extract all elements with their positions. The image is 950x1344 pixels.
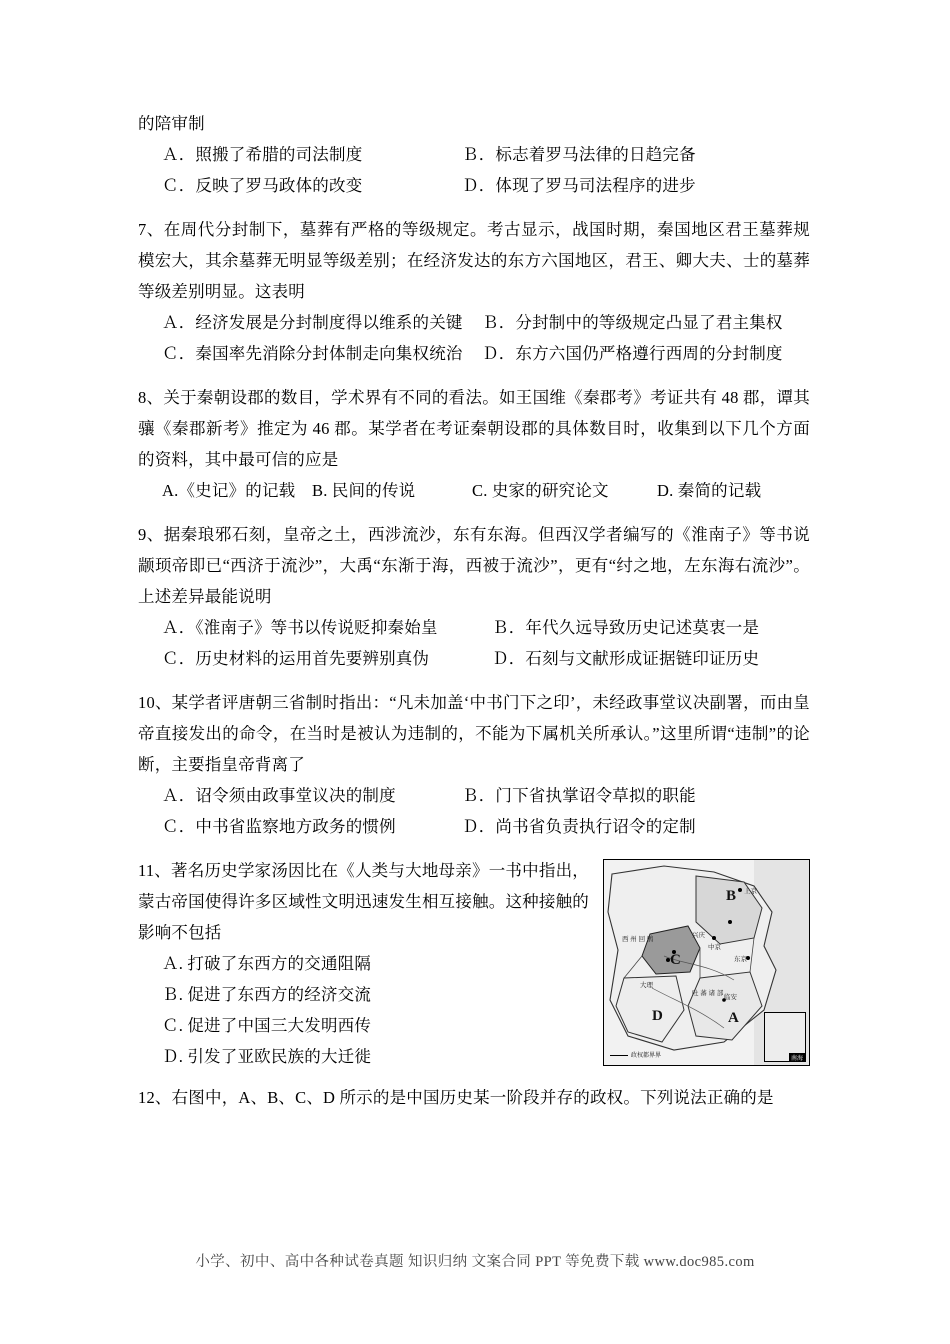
option-b[interactable]: Ｂ．门下省执掌诏令草拟的职能	[462, 786, 696, 805]
page-footer: 小学、初中、高中各种试卷真题 知识归纳 文案合同 PPT 等免费下载 www.doc985.com	[195, 1254, 755, 1270]
option-d[interactable]: Ｄ．东方六国仍严格遵行西周的分封制度	[482, 344, 783, 363]
options-group	[138, 612, 810, 674]
option-d[interactable]: Ｄ. 引发了亚欧民族的大迁徙	[162, 1047, 372, 1066]
option-d[interactable]: D. 秦简的记载	[657, 481, 762, 500]
option-row	[162, 307, 810, 338]
map-legend	[610, 1052, 661, 1060]
option-c[interactable]: Ｃ. 促进了中国三大发明西传	[162, 1016, 372, 1035]
option-a[interactable]: Ａ．照搬了希腊的司法制度	[162, 145, 363, 164]
question-stem: 10、某学者评唐朝三省制时指出：“凡未加盖‘中书门下之印’，未经政事堂议决副署，而由皇帝直接发出的命令，在当时是被认为违制的，不能为下属机关所承认。”这里所谓“违制”的论断，主要指皇帝背离了	[138, 693, 810, 774]
question-block-8	[138, 382, 810, 506]
question-stem: 7、在周代分封制下，墓葬有严格的等级规定。考古显示，战国时期，秦国地区君王墓葬规模宏大，其余墓葬无明显等级差别；在经济发达的东方六国地区，君王、卿大夫、士的墓葬等级差别明显。这表明	[138, 220, 810, 301]
option-row	[162, 612, 810, 643]
question-block-9	[138, 519, 810, 674]
options-group	[138, 475, 810, 506]
question-stem: 9、据秦琅邪石刻，皇帝之土，西涉流沙，东有东海。但西汉学者编写的《淮南子》等书说颛顼帝即已“西济于流沙”，大禹“东渐于海，西被于流沙”，更有“纣之地，左东海右流沙”。上述差异最能说明	[138, 525, 810, 606]
map-place-label-dali: 大理	[640, 982, 653, 989]
map-place-label-tubo: 吐 蕃 诸 部	[692, 990, 724, 997]
question-stem-12: 12、右图中，A、B、C、D 所示的是中国历史某一阶段并存的政权。下列说法正确的是	[138, 1088, 774, 1107]
continued-stem: 的陪审制	[138, 114, 205, 133]
option-c[interactable]: C. 史家的研究论文	[472, 481, 609, 500]
option-d[interactable]: Ｄ．石刻与文献形成证据链印证历史	[492, 649, 760, 668]
map-place-label-xizhou-huihu: 西 州 回 鹘	[622, 936, 654, 943]
question-block-10	[138, 687, 810, 842]
map-legend-text: 政权都界界	[631, 1053, 662, 1059]
option-c[interactable]: Ｃ．历史材料的运用首先要辨别真伪	[162, 649, 430, 668]
question-stem: 11、著名历史学家汤因比在《人类与大地母亲》一书中指出，蒙古帝国使得许多区域性文明迅速发生相互接触。这种接触的影响不包括	[138, 861, 589, 942]
option-d[interactable]: Ｄ．体现了罗马司法程序的进步	[462, 176, 696, 195]
option-c[interactable]: Ｃ．中书省监察地方政务的惯例	[162, 817, 396, 836]
map-region-label-a: A	[728, 1010, 739, 1026]
option-row	[162, 139, 810, 170]
option-c[interactable]: Ｃ．反映了罗马政体的改变	[162, 176, 363, 195]
option-b[interactable]: B. 民间的传说	[312, 481, 416, 500]
document-body	[138, 108, 810, 1126]
legend-line-icon	[610, 1055, 628, 1056]
question-block-11	[138, 855, 810, 1113]
map-region-label-c: C	[670, 952, 681, 968]
option-d[interactable]: Ｄ．尚书省负责执行诏令的定制	[462, 817, 696, 836]
question-stem: 8、关于秦朝设郡的数目，学术界有不同的看法。如王国维《秦郡考》考证共有 48 郡，谭其骧《秦郡新考》推定为 46 郡。某学者在考证秦朝设郡的具体数目时，收集到以下几个方面的资料，其中最可信的应是	[138, 388, 810, 469]
option-b[interactable]: Ｂ．年代久远导致历史记述莫衷一是	[492, 618, 760, 637]
option-row	[162, 643, 810, 674]
option-a[interactable]: A.《史记》的记载	[162, 481, 296, 500]
map-region-label-d: D	[652, 1008, 663, 1024]
option-row	[162, 780, 810, 811]
options-group	[138, 780, 810, 842]
map-place-label-xingqing: 兴庆	[692, 932, 705, 939]
option-a[interactable]: Ａ. 打破了东西方的交通阻隔	[162, 954, 372, 973]
option-b[interactable]: Ｂ．标志着罗马法律的日趋完备	[462, 145, 696, 164]
option-row	[162, 811, 810, 842]
option-b[interactable]: Ｂ．分封制中的等级规定凸显了君主集权	[482, 313, 783, 332]
map-place-label-shangjing: 上京	[744, 888, 757, 895]
option-b[interactable]: Ｂ. 促进了东西方的经济交流	[162, 985, 372, 1004]
option-row	[162, 475, 810, 506]
option-row	[162, 338, 810, 369]
option-a[interactable]: Ａ．《淮南子》等书以传说贬抑秦始皇	[162, 618, 438, 637]
option-row	[162, 170, 810, 201]
map-inset-label: 南海	[789, 1053, 805, 1062]
options-group	[138, 139, 810, 201]
options-group	[138, 307, 810, 369]
map-region-label-b: B	[726, 888, 737, 904]
option-a[interactable]: Ａ．经济发展是分封制度得以维系的关键	[162, 313, 463, 332]
map-place-label-zhongjing: 中京	[708, 944, 721, 951]
map-place-label-dongjing: 东京	[734, 956, 747, 963]
option-a[interactable]: Ａ．诏令须由政事堂议决的制度	[162, 786, 396, 805]
option-c[interactable]: Ｃ．秦国率先消除分封体制走向集权统治	[162, 344, 463, 363]
question-block-7	[138, 214, 810, 369]
map-place-label-linan: 临安	[724, 994, 737, 1001]
question-block-continued	[138, 108, 810, 201]
map-figure	[603, 859, 810, 1066]
